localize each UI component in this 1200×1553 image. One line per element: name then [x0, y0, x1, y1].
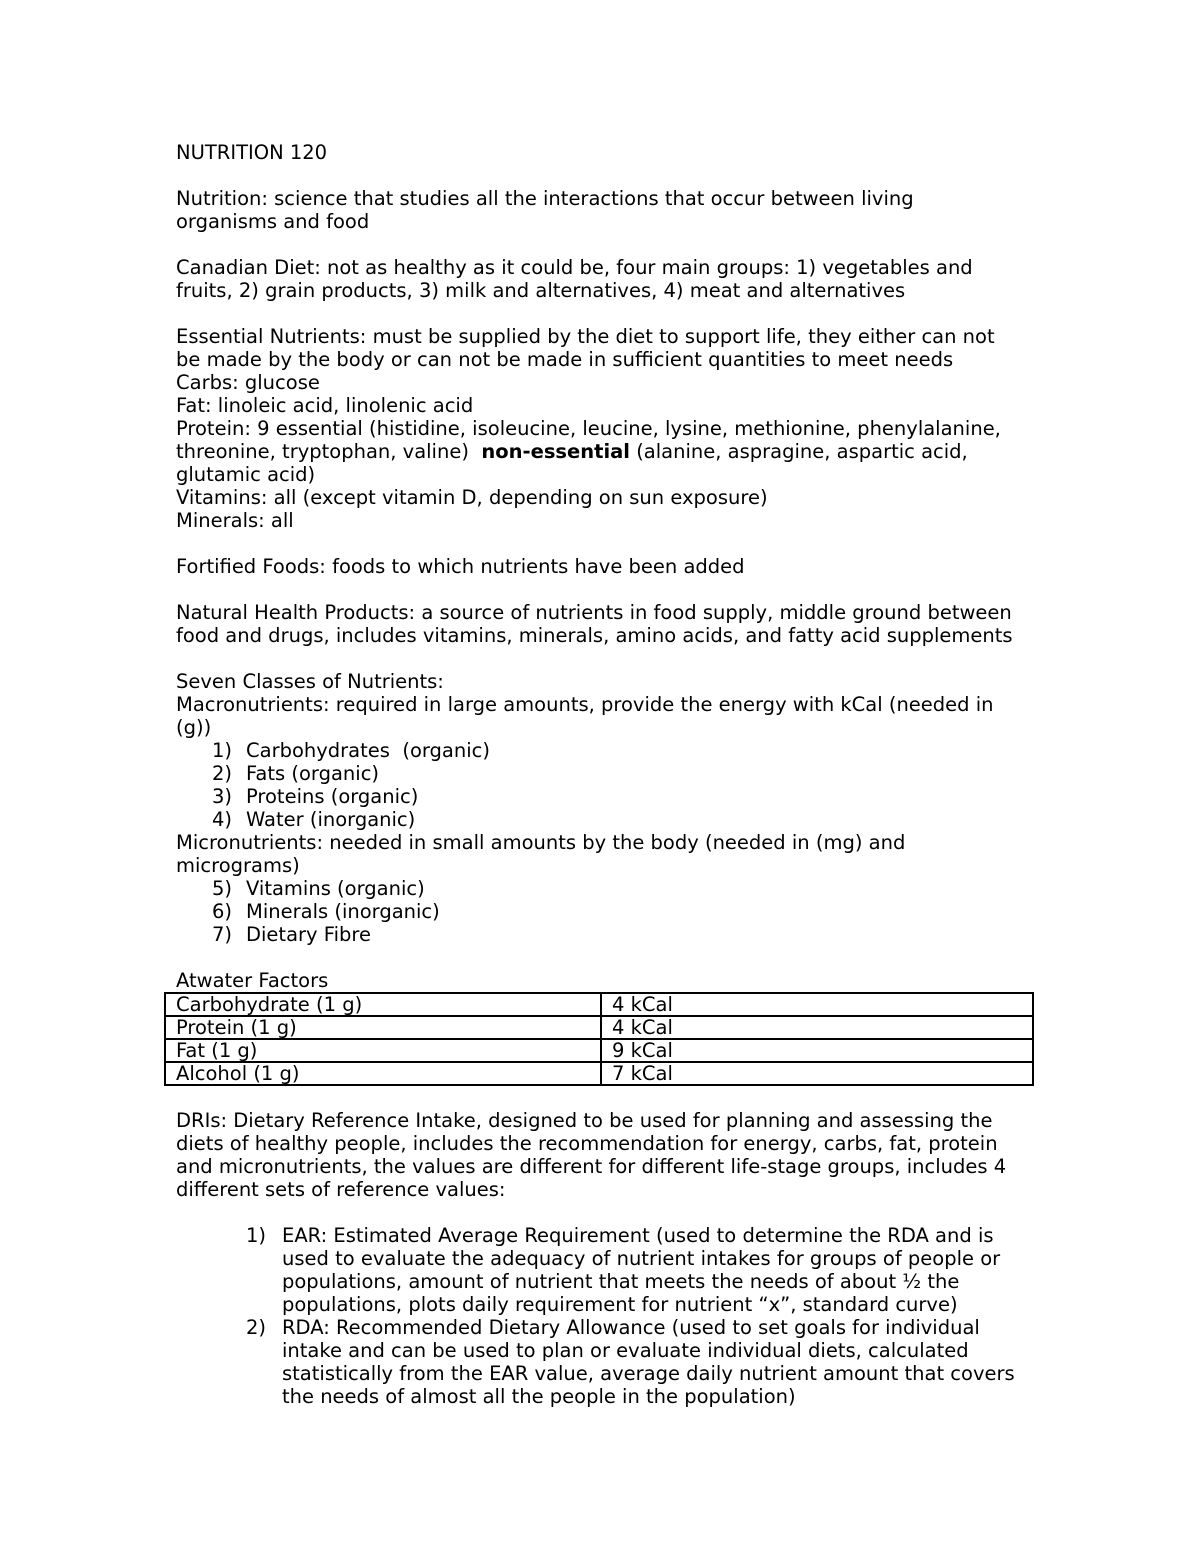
bold-term: non-essential [481, 440, 630, 463]
list-text: Minerals (inorganic) [246, 900, 440, 923]
spacer [176, 532, 1036, 555]
table-row [165, 1039, 1033, 1062]
text-line: populations, plots daily requirement for nutrient “x”, standard curve) [282, 1293, 958, 1316]
section-seven-classes [176, 670, 1036, 946]
text-line: organisms and food [176, 210, 370, 233]
list-text: Carbohydrates (organic) [246, 739, 490, 762]
table-cell-value: 9 kCal [601, 1039, 1033, 1062]
text-line: Protein: 9 essential (histidine, isoleucine, leucine, lysine, methionine, phenylalanine, [176, 417, 1001, 440]
text-line: and micronutrients, the values are different for different life-stage groups, includes 4 [176, 1155, 1007, 1178]
section-canadian-diet [176, 256, 1036, 302]
text-line: populations, amount of nutrient that meets the needs of about ½ the [282, 1270, 960, 1293]
text-line: different sets of reference values: [176, 1178, 506, 1201]
list-text: Fats (organic) [246, 762, 380, 785]
list-item [176, 785, 1036, 808]
list-text: Water (inorganic) [246, 808, 416, 831]
text-line: fruits, 2) grain products, 3) milk and alternatives, 4) meat and alternatives [176, 279, 906, 302]
list-body [282, 1316, 1015, 1408]
text-line: intake and can be used to plan or evaluate individual diets, calculated [282, 1339, 969, 1362]
text-span: threonine, tryptophan, valine) [176, 440, 482, 463]
text-line: statistically from the EAR value, average daily nutrient amount that covers [282, 1362, 1015, 1385]
text-line: Essential Nutrients: must be supplied by the diet to support life, they either can not [176, 325, 995, 348]
dri-list [176, 1224, 1036, 1408]
text-line [176, 440, 1036, 463]
list-number: 1) [212, 739, 233, 762]
doc-title: NUTRITION 120 [176, 141, 328, 164]
table-row [165, 993, 1033, 1016]
text-line: Vitamins: all (except vitamin D, depending on sun exposure) [176, 486, 768, 509]
text-line: EAR: Estimated Average Requirement (used to determine the RDA and is [282, 1224, 994, 1247]
list-item [176, 877, 1036, 900]
section-fortified-foods: Fortified Foods: foods to which nutrients have been added [176, 555, 745, 578]
list-item [176, 900, 1036, 923]
spacer [176, 1201, 1036, 1224]
atwater-table [164, 992, 1034, 1086]
spacer [176, 302, 1036, 325]
list-text: Proteins (organic) [246, 785, 419, 808]
list-number: 7) [212, 923, 233, 946]
text-span: (alanine, aspragine, aspartic acid, [630, 440, 968, 463]
list-number: 1) [246, 1224, 267, 1247]
text-line: Nutrition: science that studies all the interactions that occur between living [176, 187, 914, 210]
table-cell-item: Fat (1 g) [165, 1039, 601, 1062]
spacer [176, 578, 1036, 601]
spacer [176, 164, 1036, 187]
list-item [176, 808, 1036, 831]
list-item [176, 762, 1036, 785]
list-text: Dietary Fibre [246, 923, 371, 946]
list-item [176, 1224, 1036, 1316]
section-heading: Seven Classes of Nutrients: [176, 670, 444, 693]
table-cell-item: Carbohydrate (1 g) [165, 993, 601, 1016]
text-line: used to evaluate the adequacy of nutrient intakes for groups of people or [282, 1247, 1001, 1270]
text-line: food and drugs, includes vitamins, minerals, amino acids, and fatty acid supplements [176, 624, 1013, 647]
spacer [176, 946, 1036, 969]
macronutrient-list [176, 739, 1036, 831]
text-line: Macronutrients: required in large amounts, provide the energy with kCal (needed in [176, 693, 994, 716]
text-line: be made by the body or can not be made in sufficient quantities to meet needs [176, 348, 954, 371]
text-line: Natural Health Products: a source of nutrients in food supply, middle ground between [176, 601, 1012, 624]
text-line: the needs of almost all the people in the population) [282, 1385, 796, 1408]
table-row [165, 1016, 1033, 1039]
list-item [176, 1316, 1036, 1408]
text-line: Carbs: glucose [176, 371, 320, 394]
section-heading: Atwater Factors [176, 969, 329, 992]
spacer [176, 647, 1036, 670]
micronutrient-list [176, 877, 1036, 946]
table-row [165, 1062, 1033, 1085]
text-line: glutamic acid) [176, 463, 316, 486]
section-natural-health-products [176, 601, 1036, 647]
list-number: 2) [212, 762, 233, 785]
text-line: Minerals: all [176, 509, 294, 532]
list-number: 2) [246, 1316, 267, 1339]
section-nutrition-definition [176, 187, 1036, 233]
text-line: micrograms) [176, 854, 300, 877]
list-body [282, 1224, 1000, 1316]
section-essential-nutrients [176, 325, 1036, 532]
list-text: Vitamins (organic) [246, 877, 425, 900]
text-line: DRIs: Dietary Reference Intake, designed to be used for planning and assessing the [176, 1109, 993, 1132]
list-number: 6) [212, 900, 233, 923]
list-number: 5) [212, 877, 233, 900]
list-item [176, 739, 1036, 762]
list-number: 4) [212, 808, 233, 831]
table-cell-item: Protein (1 g) [165, 1016, 601, 1039]
document-body [176, 141, 1036, 1408]
text-line: diets of healthy people, includes the recommendation for energy, carbs, fat, protein [176, 1132, 998, 1155]
list-item [176, 923, 1036, 946]
list-number: 3) [212, 785, 233, 808]
text-line: (g)) [176, 716, 212, 739]
text-line: RDA: Recommended Dietary Allowance (used to set goals for individual [282, 1316, 980, 1339]
section-atwater-factors [176, 969, 1036, 1086]
table-cell-value: 4 kCal [601, 1016, 1033, 1039]
text-line: Micronutrients: needed in small amounts by the body (needed in (mg) and [176, 831, 906, 854]
table-cell-value: 7 kCal [601, 1062, 1033, 1085]
text-line: Fat: linoleic acid, linolenic acid [176, 394, 474, 417]
spacer [176, 1086, 1036, 1109]
section-dris [176, 1109, 1036, 1408]
table-cell-value: 4 kCal [601, 993, 1033, 1016]
text-line: Canadian Diet: not as healthy as it could be, four main groups: 1) vegetables and [176, 256, 973, 279]
table-cell-item: Alcohol (1 g) [165, 1062, 601, 1085]
spacer [176, 233, 1036, 256]
